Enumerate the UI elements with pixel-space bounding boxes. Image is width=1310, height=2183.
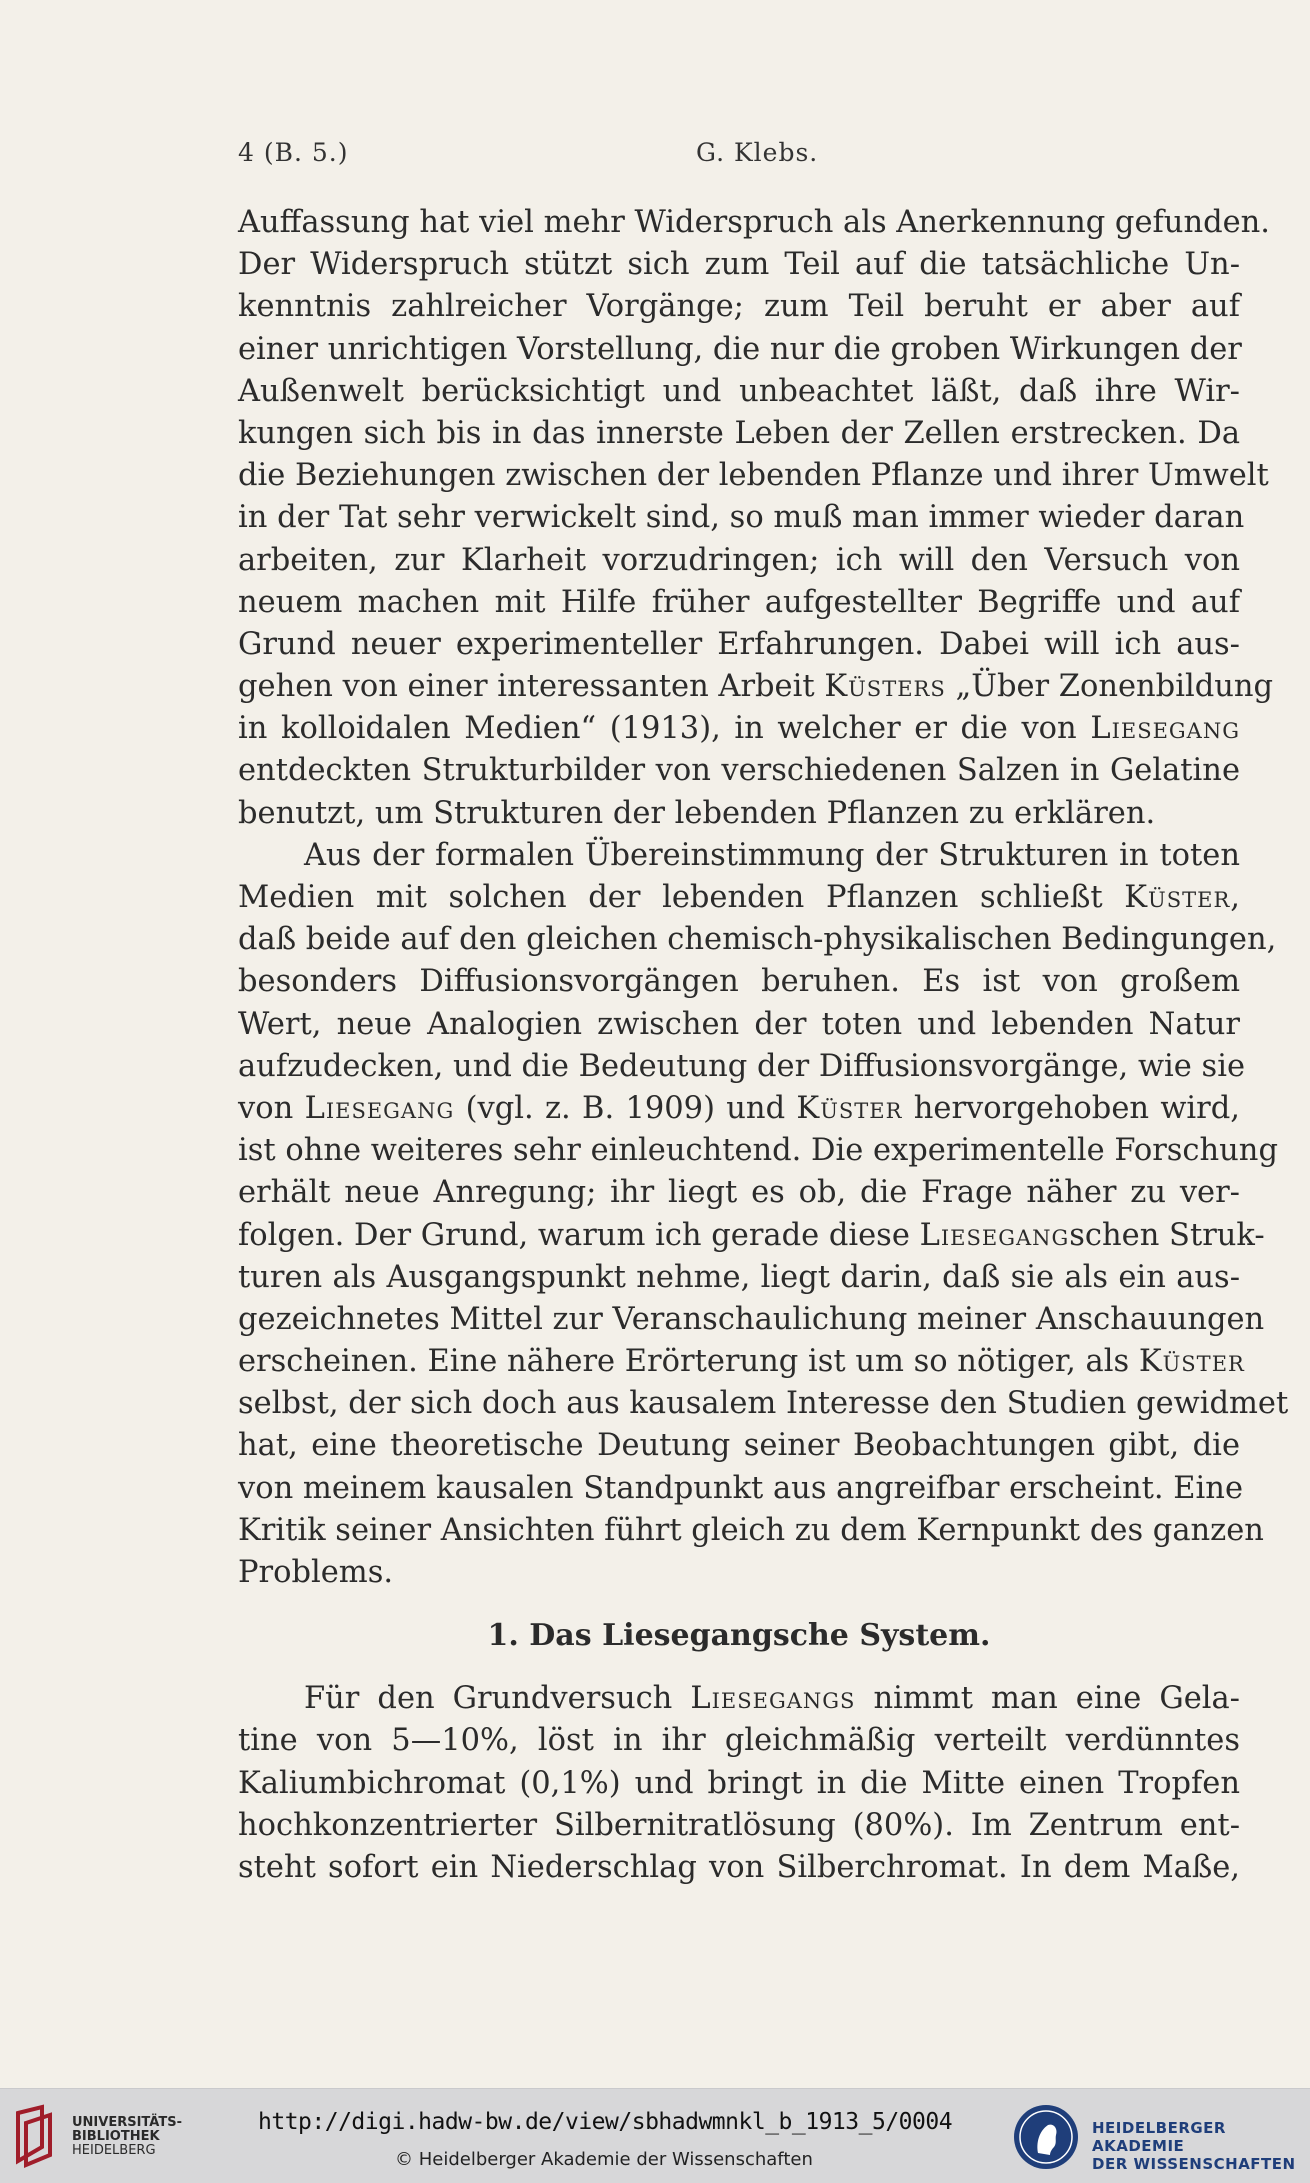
- text-line: Außenwelt berücksichtigt und unbeachtet läßt, daß ihre Wir-: [238, 373, 1240, 409]
- text-span: (vgl. z. B. 1909) und: [465, 1090, 786, 1126]
- text-line: Aus der formalen Übereinstimmung der Strukturen in toten: [304, 837, 1240, 873]
- text-span: Für den Grundversuch: [304, 1681, 673, 1717]
- ub-line: HEIDELBERG: [72, 2143, 156, 2158]
- text-line: gezeichnetes Mittel zur Veranschaulichung meiner Anschauungen: [238, 1301, 1265, 1337]
- section-heading: 1. Das Liesegangsche System.: [487, 1618, 991, 1654]
- text-line: [238, 1088, 1240, 1130]
- text-span: Medien mit solchen der lebenden Pflanzen schließt: [238, 880, 1103, 915]
- copyright-notice: © Heidelberger Akademie der Wissenschaften: [395, 2149, 813, 2170]
- page-reference: 4 (B. 5.): [238, 138, 349, 167]
- text-line: [238, 708, 1240, 750]
- text-span: folgen. Der Grund, warum ich gerade diese: [238, 1217, 910, 1253]
- author-name: Küsters: [824, 669, 946, 705]
- text-line: benutzt, um Strukturen der lebenden Pflanzen zu erklären.: [238, 795, 1156, 831]
- author-name: Küster: [1138, 1344, 1245, 1380]
- text-span: in kolloidalen Medien“ (1913), in welcher er die von: [238, 711, 1077, 747]
- author-name: Liesegangs: [690, 1681, 856, 1717]
- text-line: tine von 5—10%, löst in ihr gleichmäßig verteilt verdünntes: [238, 1723, 1240, 1759]
- text-span: hervorgehoben wird,: [913, 1090, 1240, 1126]
- text-line: entdeckten Strukturbilder von verschiedenen Salzen in Gelatine: [238, 753, 1240, 789]
- academy-line: DER WISSENSCHAFTEN: [1092, 2155, 1296, 2173]
- text-line: Problems.: [238, 1555, 394, 1590]
- text-line: selbst, der sich doch aus kausalem Interesse den Studien gewidmet: [238, 1386, 1289, 1422]
- running-author: G. Klebs.: [696, 138, 819, 167]
- text-line: [238, 666, 1274, 708]
- body-text: [238, 202, 1289, 1889]
- text-line: kungen sich bis in das innerste Leben der Zellen erstrecken. Da: [238, 415, 1240, 451]
- text-line: erhält neue Anregung; ihr liegt es ob, die Frage näher zu ver-: [238, 1175, 1240, 1211]
- text-line: einer unrichtigen Vorstellung, die nur die groben Wirkungen der: [238, 331, 1242, 367]
- text-line: hat, eine theoretische Deutung seiner Beobachtungen gibt, die: [238, 1428, 1240, 1464]
- text-line: [238, 1341, 1245, 1383]
- academy-logo-text: [1092, 2119, 1310, 2173]
- text-span: ,: [1230, 880, 1240, 915]
- text-line: hochkonzentrierter Silbernitratlösung (80%). Im Zentrum ent-: [238, 1807, 1240, 1843]
- text-line: steht sofort ein Niederschlag von Silberchromat. In dem Maße,: [238, 1849, 1240, 1885]
- text-line: ist ohne weiteres sehr einleuchtend. Die experimentelle Forschung: [238, 1133, 1278, 1169]
- author-name: Liesegang: [304, 1090, 455, 1126]
- author-name: Küster: [796, 1090, 903, 1126]
- text-line: neuem machen mit Hilfe früher aufgestellter Begriffe und auf: [238, 584, 1240, 620]
- text-line: Grund neuer experimenteller Erfahrungen. Dabei will ich aus-: [238, 626, 1240, 662]
- text-line: daß beide auf den gleichen chemisch-physikalischen Bedingungen,: [238, 922, 1277, 958]
- text-line: besonders Diffusionsvorgängen beruhen. Es ist von großem: [238, 964, 1240, 1000]
- text-span: „Über Zonenbildung: [955, 669, 1274, 705]
- ub-line: BIBLIOTHEK: [72, 2129, 160, 2144]
- text-span: erscheinen. Eine nähere Erörterung ist um so nötiger, als: [238, 1344, 1130, 1380]
- author-name: Liesegang: [919, 1217, 1070, 1253]
- text-span: nimmt man eine Gela-: [873, 1681, 1240, 1717]
- text-line: Kritik seiner Ansichten führt gleich zu dem Kernpunkt des ganzen: [238, 1512, 1264, 1548]
- text-line: Der Widerspruch stützt sich zum Teil auf die tatsächliche Un-: [238, 247, 1240, 283]
- permalink-url[interactable]: http://digi.hadw-bw.de/view/sbhadwmnkl_b_1913_5/0004: [258, 2109, 953, 2135]
- text-line: [238, 1678, 1240, 1720]
- text-span: schen Struk-: [1069, 1217, 1265, 1253]
- text-line: aufzudecken, und die Bedeutung der Diffusionsvorgänge, wie sie: [238, 1048, 1246, 1084]
- text-line: arbeiten, zur Klarheit vorzudringen; ich will den Versuch von: [238, 542, 1240, 578]
- text-line: [238, 877, 1240, 919]
- text-line: turen als Ausgangspunkt nehme, liegt darin, daß sie als ein aus-: [238, 1259, 1240, 1295]
- viewer-footer: [0, 2088, 1310, 2183]
- academy-seal-icon[interactable]: [1012, 2103, 1080, 2171]
- text-line: von meinem kausalen Standpunkt aus angreifbar erscheint. Eine: [238, 1470, 1243, 1506]
- text-span: von: [238, 1090, 294, 1126]
- text-line: Auffassung hat viel mehr Widerspruch als Anerkennung gefunden.: [238, 205, 1270, 240]
- text-line: Wert, neue Analogien zwischen der toten und lebenden Natur: [238, 1006, 1240, 1042]
- author-name: Liesegang: [1090, 711, 1240, 747]
- academy-line: HEIDELBERGER AKADEMIE: [1092, 2119, 1226, 2155]
- text-line: die Beziehungen zwischen der lebenden Pflanze und ihrer Umwelt: [238, 458, 1269, 494]
- ub-logo-text: [72, 2116, 182, 2158]
- ub-line: UNIVERSITÄTS-: [72, 2115, 182, 2130]
- text-line: [238, 1215, 1265, 1257]
- text-line: kenntnis zahlreicher Vorgänge; zum Teil beruht er aber auf: [238, 289, 1240, 325]
- text-line: in der Tat sehr verwickelt sind, so muß man immer wieder daran: [238, 500, 1245, 536]
- author-name: Küster: [1124, 880, 1231, 915]
- text-line: Kaliumbichromat (0,1%) und bringt in die Mitte einen Tropfen: [238, 1765, 1240, 1801]
- text-span: gehen von einer interessanten Arbeit: [238, 669, 815, 705]
